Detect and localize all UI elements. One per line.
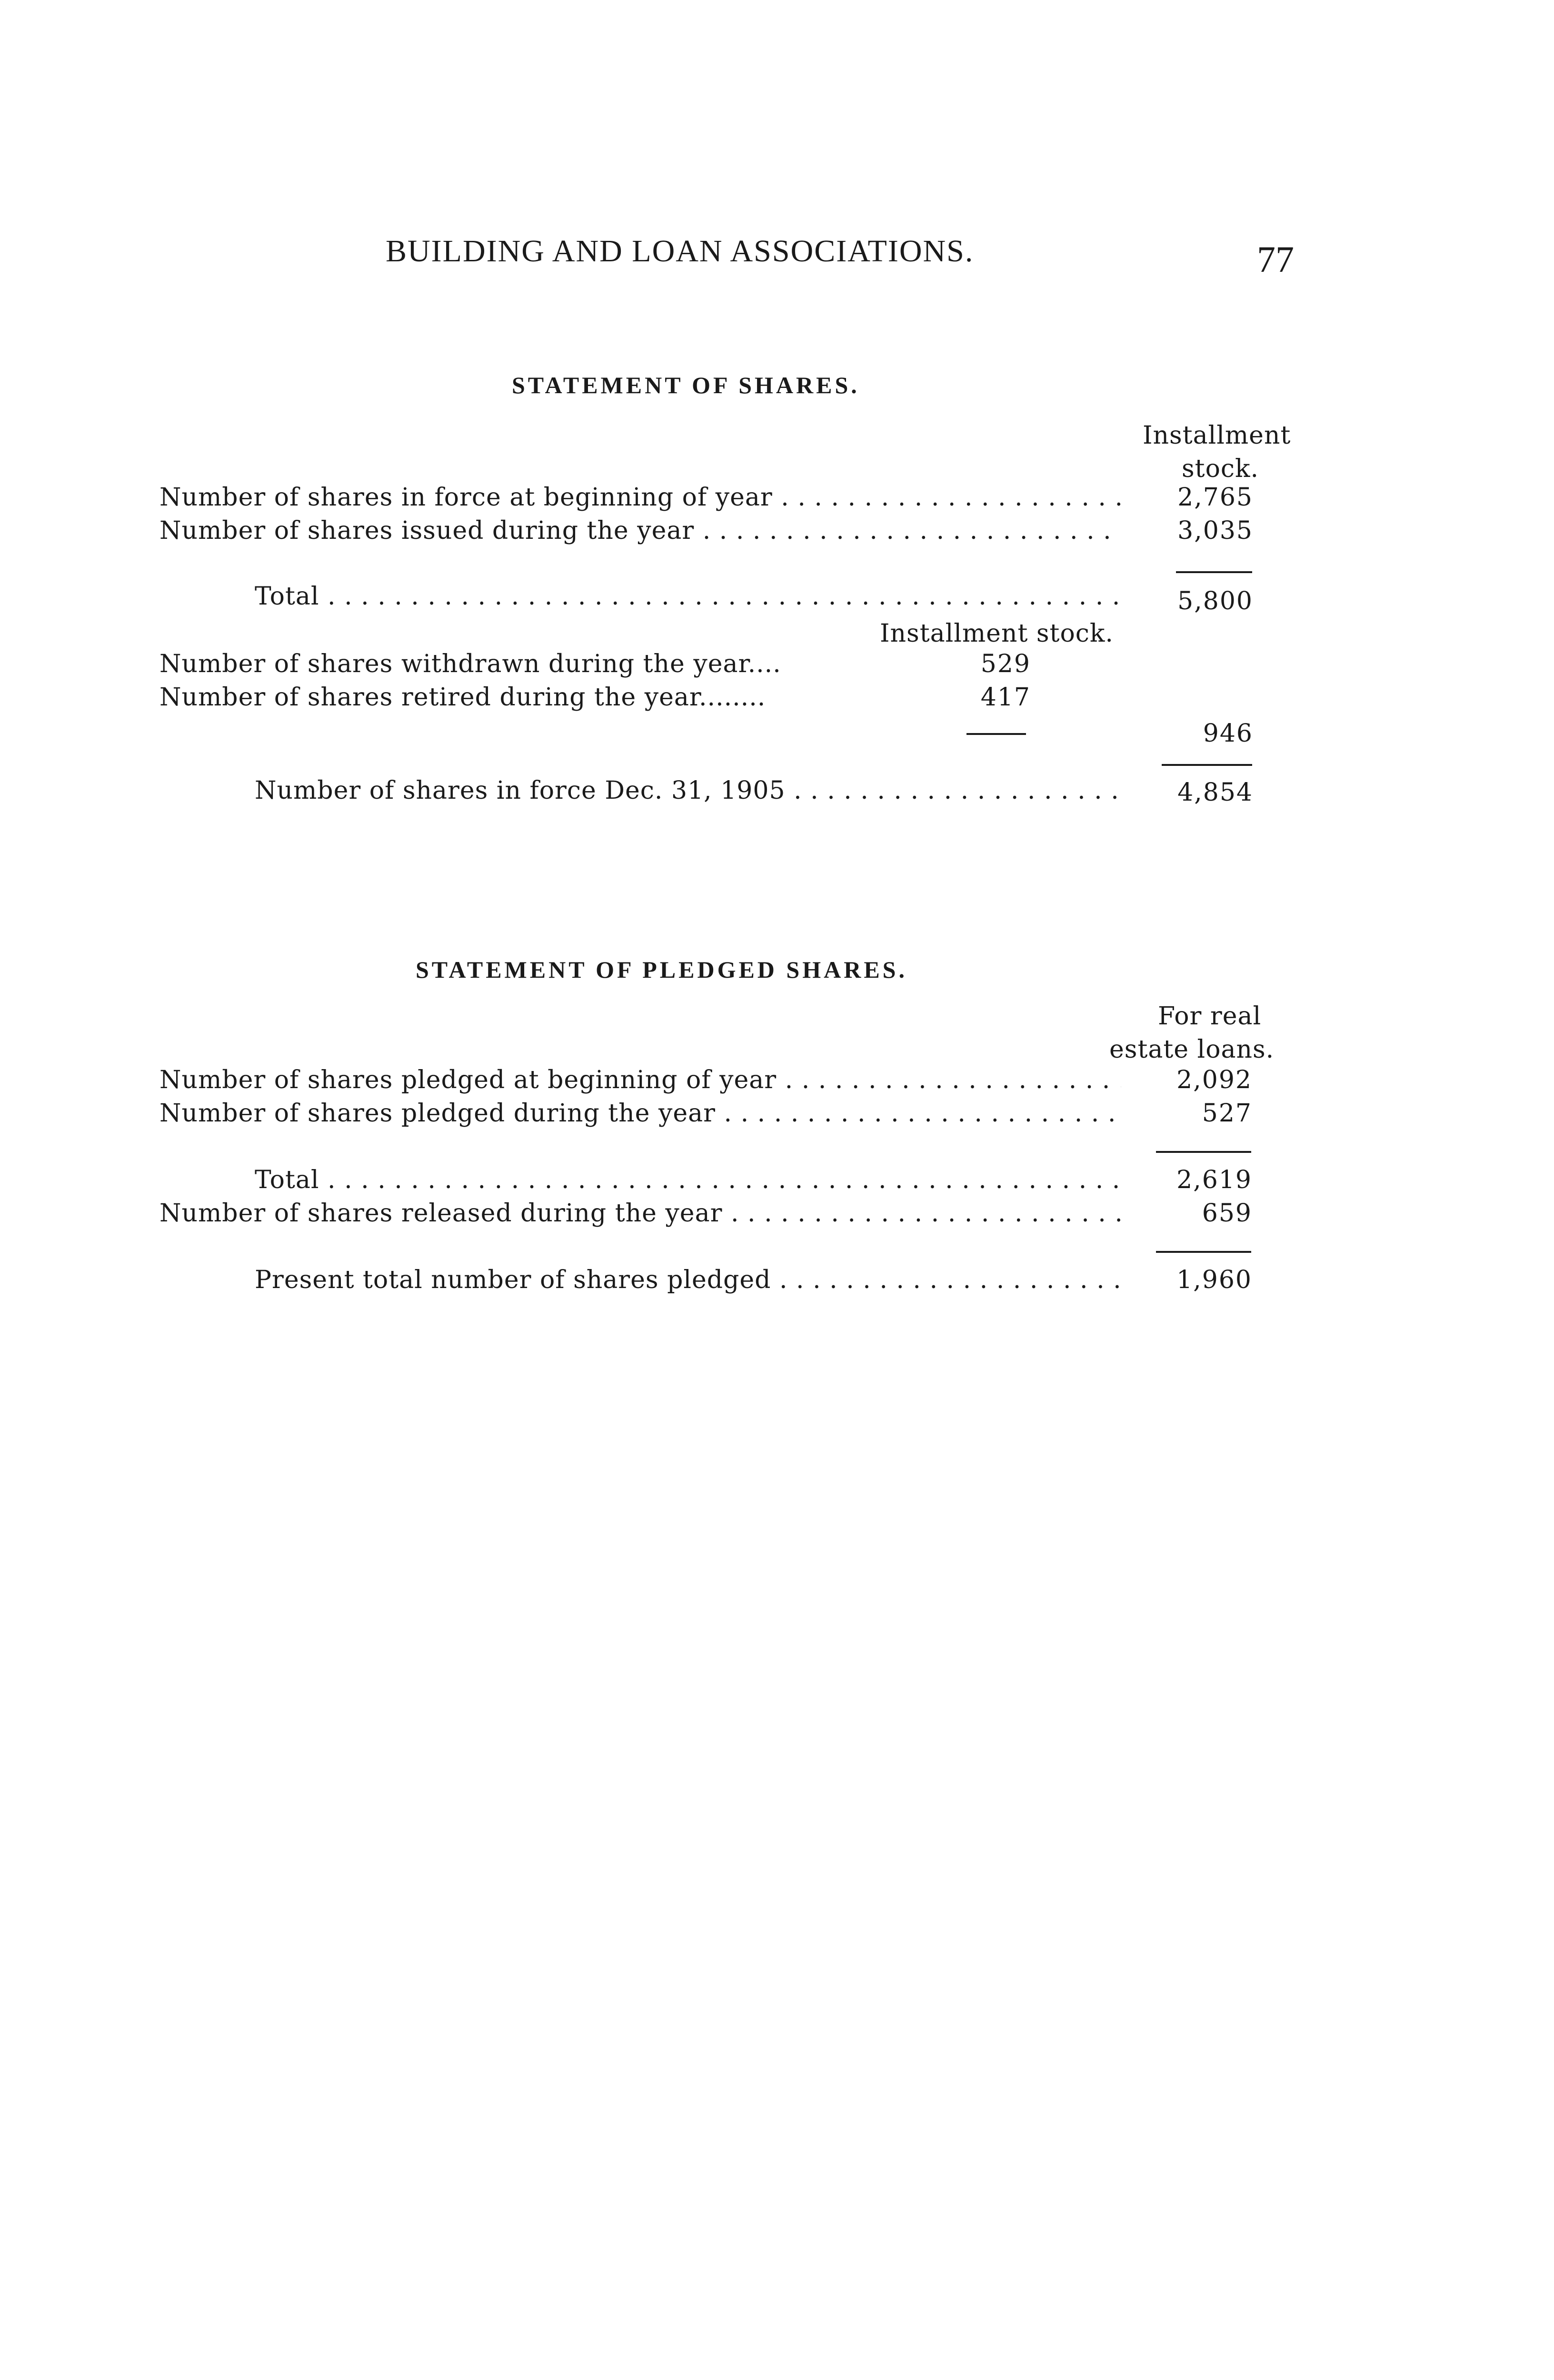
deduction-rule [966, 733, 1026, 735]
shares-row-label: Number of shares in force at beginning of year . . . [159, 482, 1121, 513]
pledged-total-value: 2,619 [1176, 1166, 1252, 1194]
sum-rule [1162, 764, 1252, 766]
shares-inner-column-heading: Installment stock. [880, 619, 1114, 648]
sum-rule [1156, 1251, 1251, 1253]
page-number: 77 [1257, 238, 1294, 280]
pledged-column-heading-2: estate loans. [1109, 1035, 1275, 1064]
section-title-shares: STATEMENT OF SHARES. [512, 372, 860, 398]
shares-deduction-value: 529 [980, 650, 1031, 678]
sum-rule [1176, 571, 1252, 573]
shares-deduction-label: Number of shares retired during the year........ [159, 683, 766, 712]
shares-total-label: Total . . . [255, 581, 1121, 612]
sum-rule [1156, 1151, 1251, 1153]
shares-deduction-label: Number of shares withdrawn during the year.... [159, 650, 781, 678]
running-title: BUILDING AND LOAN ASSOCIATIONS. [386, 234, 974, 268]
pledged-released-value: 659 [1202, 1199, 1252, 1228]
shares-deduction-value: 417 [980, 683, 1031, 712]
pledged-present-total-label: Present total number of shares pledged . . . [255, 1264, 1121, 1296]
pledged-row-label: Number of shares pledged at beginning of year . . . [159, 1064, 1121, 1096]
shares-row-value: 3,035 [1177, 516, 1253, 545]
pledged-released-label: Number of shares released during the year . . . [159, 1198, 1121, 1229]
shares-row-value: 2,765 [1177, 483, 1253, 512]
shares-row-label: Number of shares issued during the year . . . [159, 515, 1121, 546]
shares-in-force-label: Number of shares in force Dec. 31, 1905 . . . [255, 775, 1121, 806]
pledged-row-value: 527 [1202, 1099, 1252, 1128]
shares-deductions-total: 946 [1203, 719, 1253, 748]
shares-column-heading-2: stock. [1182, 455, 1259, 483]
pledged-column-heading: For real [1158, 1002, 1262, 1031]
pledged-row-label: Number of shares pledged during the year . . . [159, 1098, 1121, 1129]
section-title-pledged: STATEMENT OF PLEDGED SHARES. [416, 956, 907, 983]
shares-column-heading: Installment [1143, 421, 1291, 450]
shares-total-value: 5,800 [1177, 587, 1253, 615]
pledged-row-value: 2,092 [1176, 1066, 1252, 1094]
pledged-present-total-value: 1,960 [1176, 1266, 1252, 1294]
shares-in-force-value: 4,854 [1177, 778, 1253, 807]
pledged-total-label: Total . . . [255, 1164, 1121, 1196]
